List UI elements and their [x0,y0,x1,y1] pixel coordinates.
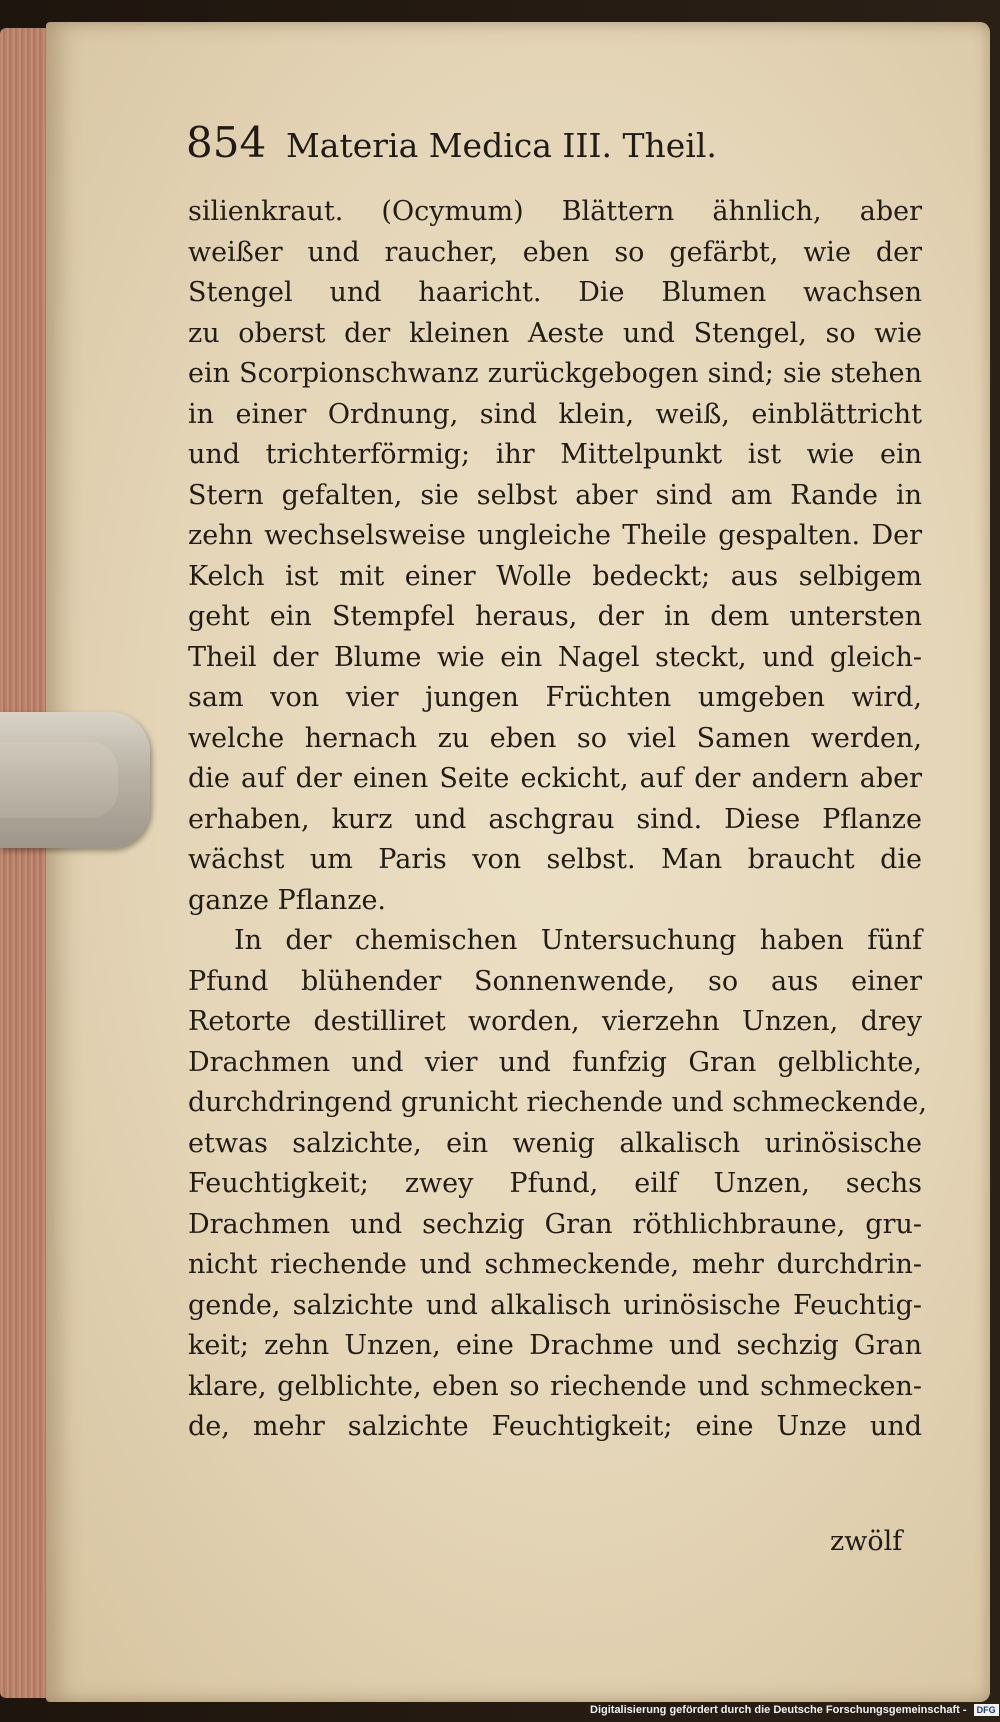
text-line: Kelch ist mit einer Wolle bedeckt; aus selbigem [188,560,922,592]
running-title: Materia Medica III. Theil. [286,126,717,165]
text-line: Drachmen und sechzig Gran röthlichbraune, gru- [188,1208,922,1240]
text-line: gende, salzichte und alkalisch urinösische Feuchtig- [188,1289,922,1321]
text-line: geht ein Stempfel heraus, der in dem untersten [188,601,922,632]
text-line: nicht riechende und schmeckende, mehr durchdrin- [188,1249,922,1280]
text-line: In der chemischen Untersuchung haben fünf [234,925,922,956]
text-line: und trichterförmig; ihr Mittelpunkt ist wie ein [188,439,922,470]
text-line: Theil der Blume wie ein Nagel steckt, und gleich- [188,641,922,673]
text-line: durchdringend grunicht riechende und schmeckende, [188,1087,927,1118]
text-line: klare, gelblichte, eben so riechende und schmecken- [188,1370,922,1402]
page-header [186,118,906,178]
text-line: Stengel und haaricht. Die Blumen wachsen [188,277,922,308]
text-line: die auf der einen Seite eckicht, auf der andern aber [188,763,922,794]
text-line: keit; zehn Unzen, eine Drachme und sechzig Gran [188,1330,922,1361]
text-line: weißer und raucher, eben so gefärbt, wie der [188,236,922,268]
body-text [188,192,927,1448]
text-line: silienkraut. (Ocymum) Blättern ähnlich, aber [188,196,922,227]
text-line: wächst um Paris von selbst. Man braucht die [188,844,922,875]
text-line: Retorte destilliret worden, vierzehn Unzen, drey [188,1006,922,1037]
text-line: de, mehr salzichte Feuchtigkeit; eine Unze und [188,1411,922,1442]
text-line: Drachmen und vier und funfzig Gran gelblichte, [188,1046,922,1078]
text-line: Pfund blühender Sonnenwende, so aus einer [188,965,922,997]
dfg-logo: DFG [974,1704,999,1716]
text-line: etwas salzichte, ein wenig alkalisch urinösische [188,1127,922,1159]
digitization-credit [590,1704,999,1716]
text-line: erhaben, kurz und aschgrau sind. Diese Pflanze [188,803,922,835]
page-number: 854 [186,118,267,167]
text-line: Feuchtigkeit; zwey Pfund, eilf Unzen, sechs [188,1168,922,1199]
text-line: in einer Ordnung, sind klein, weiß, einblättricht [188,398,922,430]
credit-text: Digitalisierung gefördert durch die Deutsche Forschungsgemeinschaft - [590,1704,967,1716]
text-line: zehn wechselsweise ungleiche Theile gespalten. Der [188,520,922,551]
catchword: zwölf [830,1526,903,1557]
text-line: Stern gefalten, sie selbst aber sind am Rande in [188,479,922,511]
text-line: zu oberst der kleinen Aeste und Stengel, so wie [188,317,922,349]
page-clip-inner [0,742,118,818]
text-line: sam von vier jungen Früchten umgeben wird, [188,682,922,713]
text-line: ganze Pflanze. [188,884,387,916]
text-line: welche hernach zu eben so viel Samen werden, [188,722,922,754]
text-line: ein Scorpionschwanz zurückgebogen sind; sie stehen [188,358,922,389]
